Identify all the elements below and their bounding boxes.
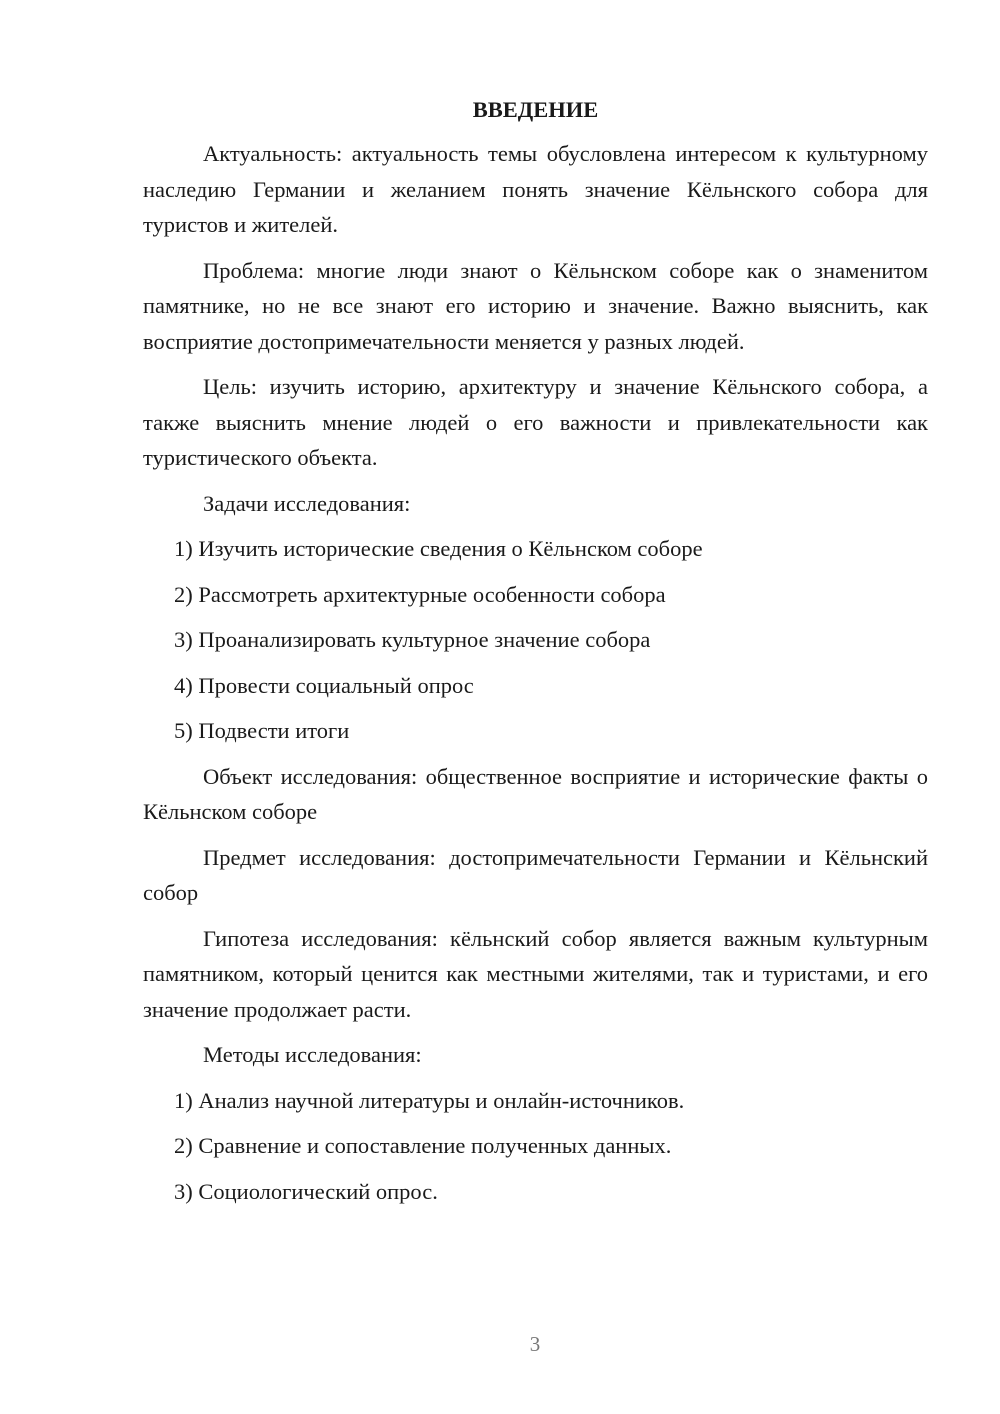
goal-paragraph: Цель: изучить историю, архитектуру и значение Кёльнского собора, а также выяснить мнение людей о его важности и привлекательности как туристического объекта. bbox=[143, 374, 928, 470]
tasks-label: Задачи исследования: bbox=[203, 490, 411, 516]
task-item: 4) Провести социальный опрос bbox=[174, 672, 474, 698]
task-item: 2) Рассмотреть архитектурные особенности собора bbox=[174, 581, 666, 607]
object-paragraph: Объект исследования: общественное восприятие и исторические факты о Кёльнском соборе bbox=[143, 763, 928, 824]
page-number: 3 bbox=[529, 1332, 541, 1356]
page-content bbox=[143, 94, 928, 1219]
method-item: 1) Анализ научной литературы и онлайн-источников. bbox=[174, 1087, 685, 1113]
method-item: 2) Сравнение и сопоставление полученных данных. bbox=[174, 1133, 672, 1158]
method-item: 3) Социологический опрос. bbox=[174, 1178, 438, 1204]
hypothesis-paragraph: Гипотеза исследования: кёльнский собор является важным культурным памятником, который ценится как местными жителями, так и туристами, и его значение продолжает расти. bbox=[143, 925, 928, 1022]
task-item: 5) Подвести итоги bbox=[174, 718, 350, 743]
section-heading: ВВЕДЕНИЕ bbox=[472, 97, 599, 122]
methods-label: Методы исследования: bbox=[203, 1042, 422, 1067]
subject-paragraph: Предмет исследования: достопримечательности Германии и Кёльнский собор bbox=[143, 844, 928, 905]
relevance-paragraph: Актуальность: актуальность темы обусловлена интересом к культурному наследию Германии и желанием понять значение Кёльнского собора для туристов и жителей. bbox=[143, 141, 928, 237]
task-item: 3) Проанализировать культурное значение собора bbox=[174, 627, 651, 652]
problem-paragraph: Проблема: многие люди знают о Кёльнском соборе как о знаменитом памятнике, но не все знают его историю и значение. Важно выяснить, как восприятие достопримечательности меняется у разных людей. bbox=[143, 257, 928, 354]
task-item: 1) Изучить исторические сведения о Кёльнском соборе bbox=[174, 536, 703, 561]
